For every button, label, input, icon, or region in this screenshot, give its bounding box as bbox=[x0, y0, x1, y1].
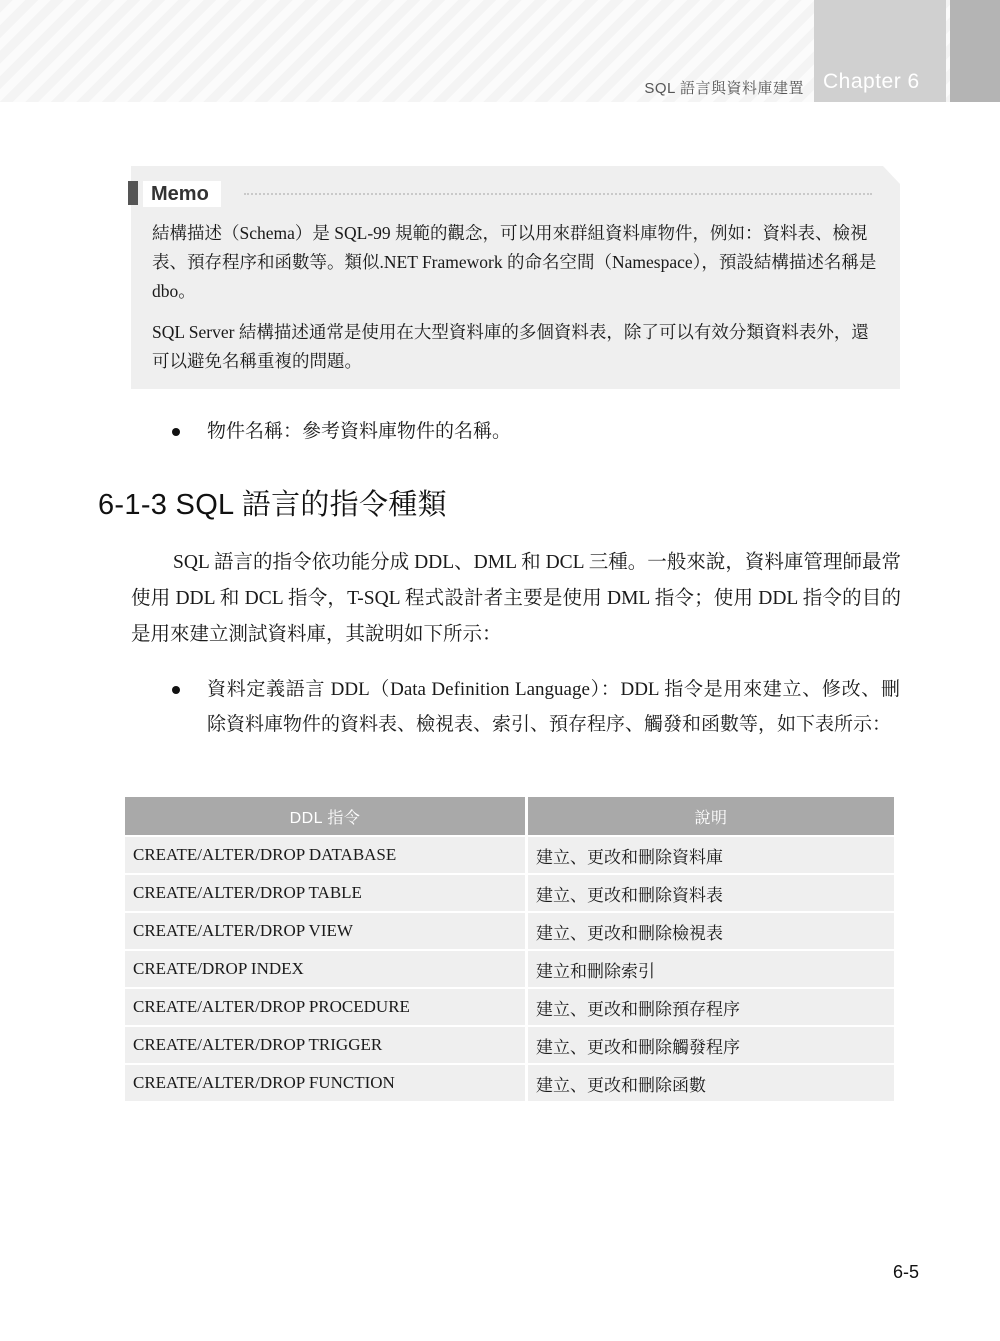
chapter-label: Chapter 6 bbox=[823, 70, 920, 93]
table-cell-command: CREATE/DROP INDEX bbox=[125, 950, 527, 988]
memo-label: Memo bbox=[143, 181, 221, 207]
page-number: 6-5 bbox=[893, 1262, 920, 1282]
table-row bbox=[125, 988, 894, 1026]
memo-divider bbox=[244, 193, 872, 195]
table-row bbox=[125, 950, 894, 988]
table-cell-command: CREATE/ALTER/DROP DATABASE bbox=[125, 836, 527, 874]
memo-paragraph-1: 結構描述（Schema）是 SQL-99 規範的觀念，可以用來群組資料庫物件，例如：資料表、檢視表、預存程序和函數等。類似.NET Framework 的命名空間（Namespace），預設結構描述名稱是 dbo。 bbox=[152, 223, 877, 301]
table-header-row bbox=[125, 797, 894, 836]
table-row bbox=[125, 836, 894, 874]
bullet-icon bbox=[172, 428, 180, 436]
bullet-ddl: 資料定義語言 DDL（Data Definition Language）：DDL 指令是用來建立、修改、刪除資料庫物件的資料表、檢視表、索引、預存程序、觸發和函數等，如下表所示： bbox=[207, 679, 900, 735]
table-cell-command: CREATE/ALTER/DROP TRIGGER bbox=[125, 1026, 527, 1064]
table-cell-command: CREATE/ALTER/DROP PROCEDURE bbox=[125, 988, 527, 1026]
table-cell-description: 建立、更改和刪除資料表 bbox=[527, 874, 895, 912]
section-heading: 6-1-3 SQL 語言的指令種類 bbox=[98, 489, 447, 521]
table-row bbox=[125, 912, 894, 950]
table-cell-description: 建立、更改和刪除觸發程序 bbox=[527, 1026, 895, 1064]
bullet-icon bbox=[172, 686, 180, 694]
table-cell-command: CREATE/ALTER/DROP FUNCTION bbox=[125, 1064, 527, 1101]
table-cell-description: 建立、更改和刪除檢視表 bbox=[527, 912, 895, 950]
memo-paragraph-2: SQL Server 結構描述通常是使用在大型資料庫的多個資料表，除了可以有效分類資料表外，還可以避免名稱重複的問題。 bbox=[152, 322, 869, 371]
table-cell-description: 建立、更改和刪除預存程序 bbox=[527, 988, 895, 1026]
bullet-object-name: 物件名稱：參考資料庫物件的名稱。 bbox=[207, 421, 512, 442]
running-header-title: SQL 語言與資料庫建置 bbox=[644, 80, 804, 97]
table-row bbox=[125, 1026, 894, 1064]
table-header-description: 說明 bbox=[527, 797, 895, 836]
memo-marker bbox=[128, 181, 138, 205]
body-paragraph: SQL 語言的指令依功能分成 DDL、DML 和 DCL 三種。一般來說，資料庫管理師最常使用 DDL 和 DCL 指令，T-SQL 程式設計者主要是使用 DML 指令；使用 DDL 指令的目的是用來建立測試資料庫，其說明如下所示： bbox=[131, 552, 901, 645]
ddl-table bbox=[125, 797, 894, 1101]
table-cell-description: 建立、更改和刪除函數 bbox=[527, 1064, 895, 1101]
table-row bbox=[125, 1064, 894, 1101]
table-header-command: DDL 指令 bbox=[125, 797, 527, 836]
table-row bbox=[125, 874, 894, 912]
page-edge-tab bbox=[950, 0, 1000, 102]
table-cell-command: CREATE/ALTER/DROP TABLE bbox=[125, 874, 527, 912]
table-cell-description: 建立、更改和刪除資料庫 bbox=[527, 836, 895, 874]
table-cell-description: 建立和刪除索引 bbox=[527, 950, 895, 988]
table-cell-command: CREATE/ALTER/DROP VIEW bbox=[125, 912, 527, 950]
